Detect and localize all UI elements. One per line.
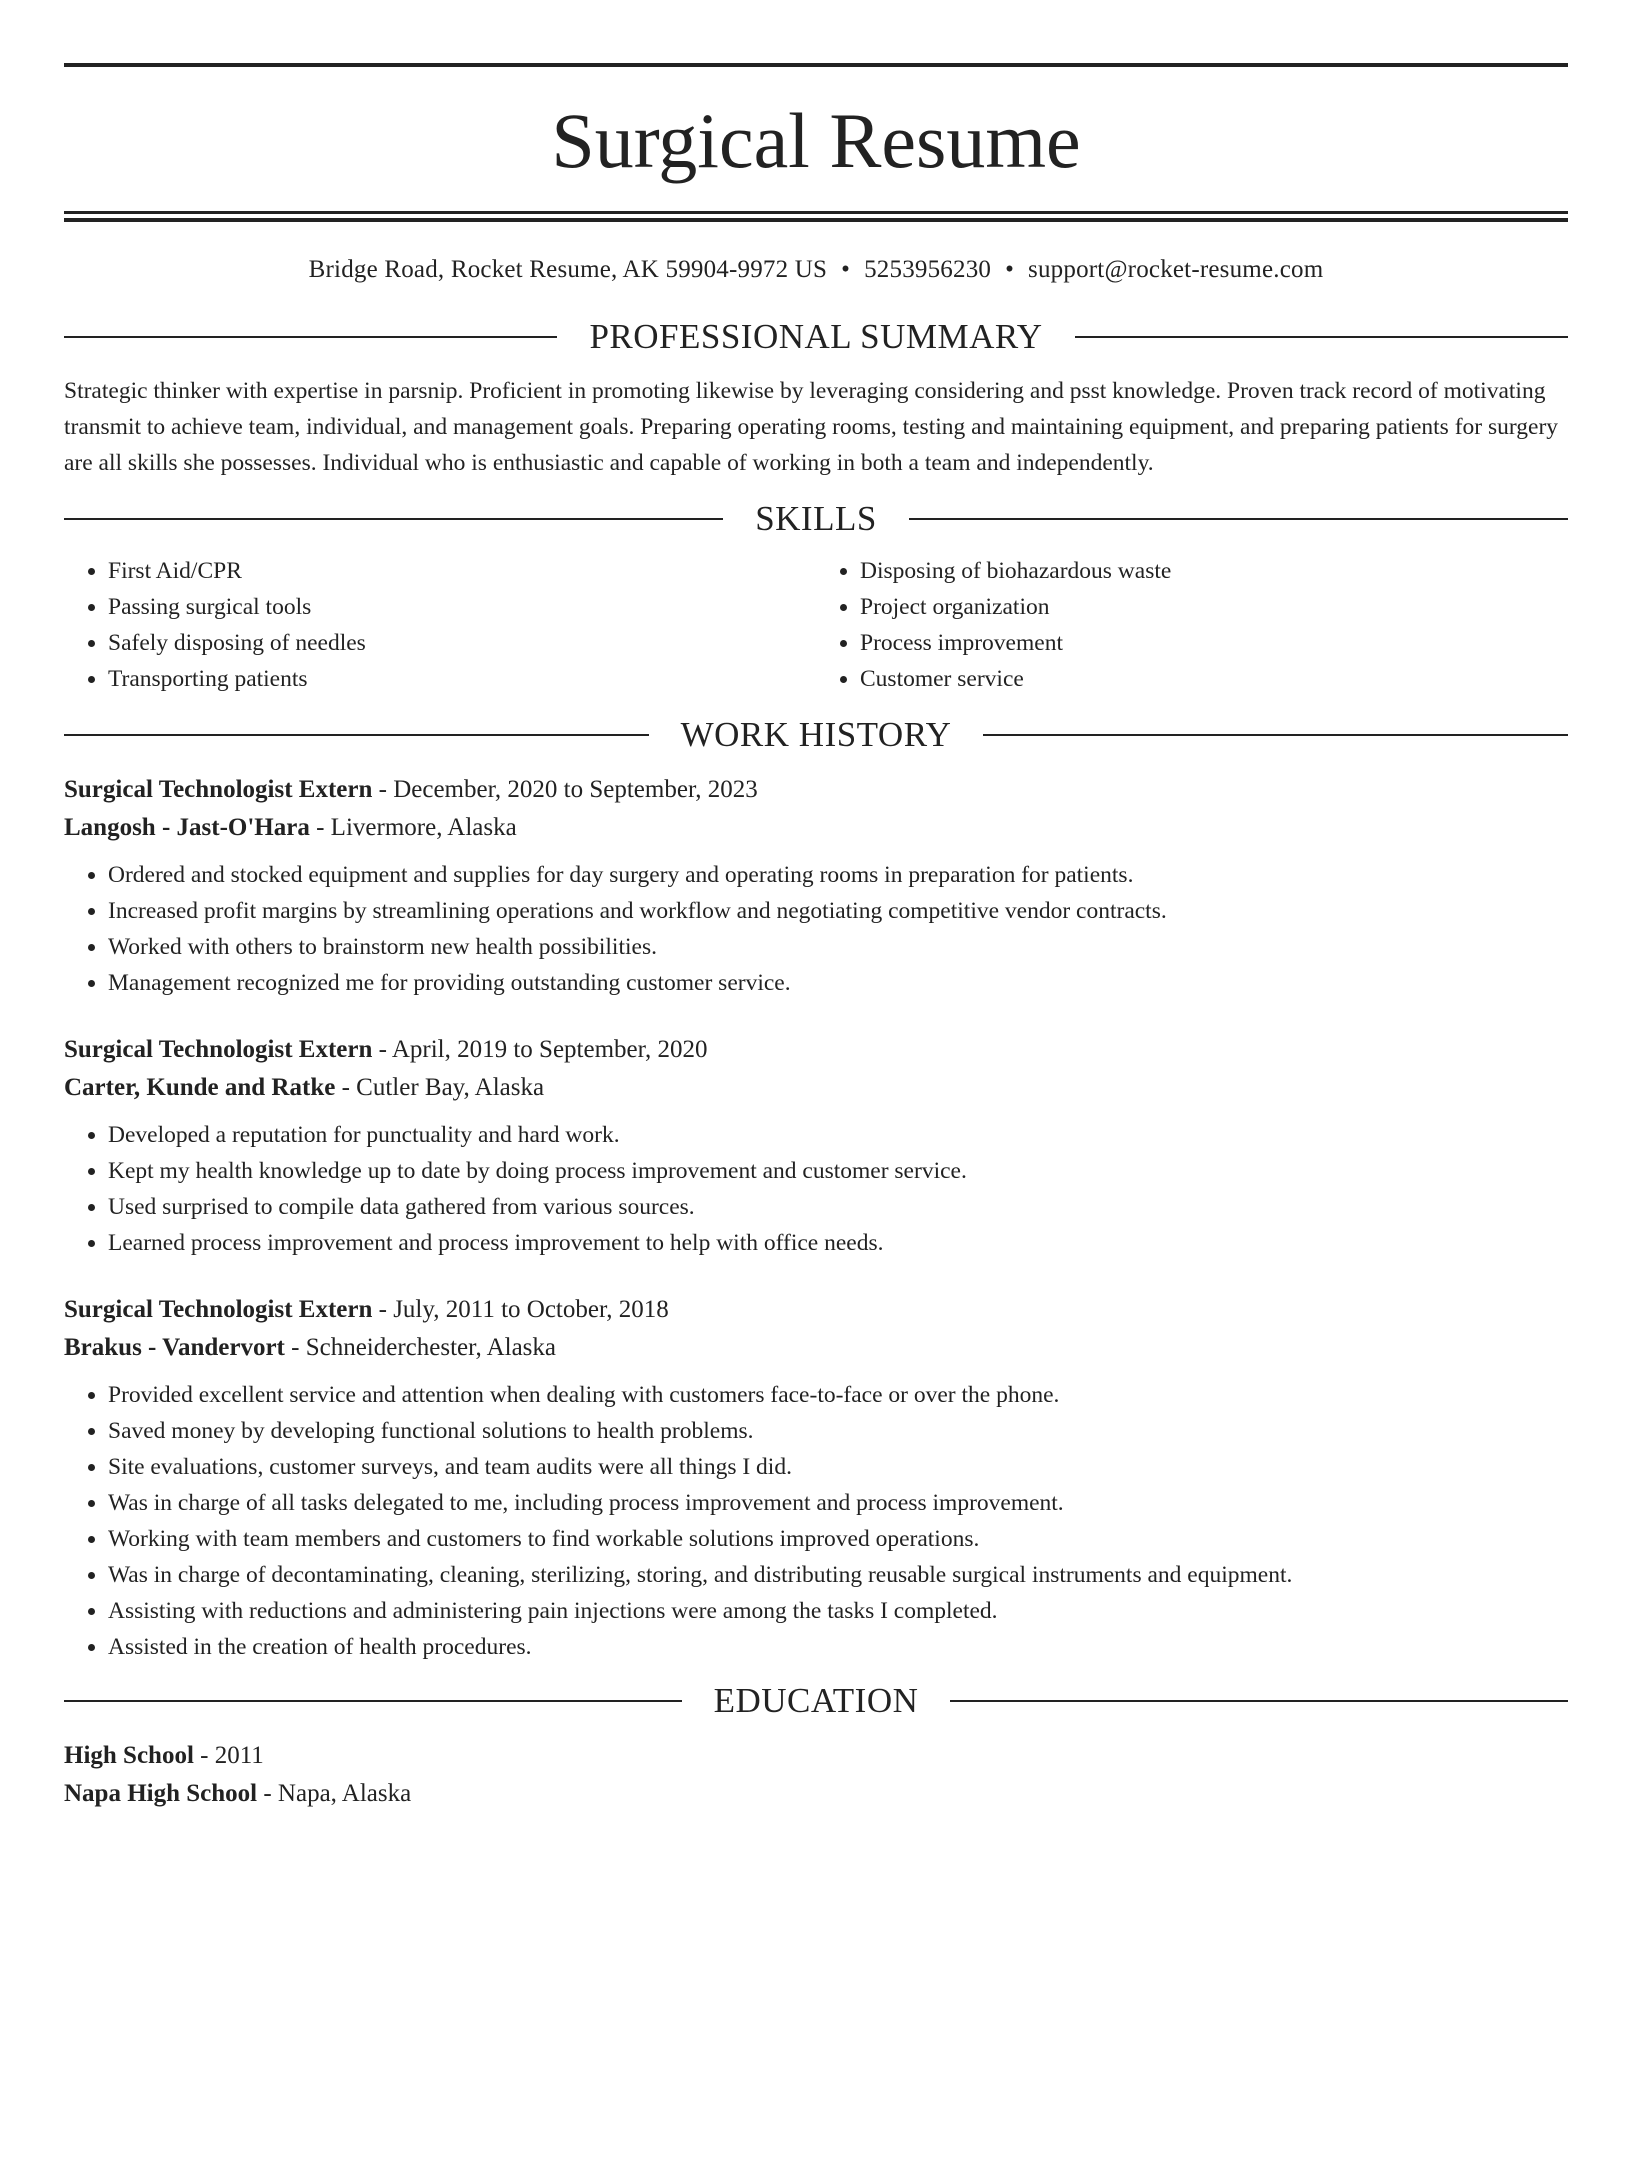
title-double-rule [64,211,1568,222]
job-bullet: • Increased profit margins by streamlining operations and workflow and negotiating competitive vendor contracts. [108,893,1568,929]
education-entry [64,1737,1568,1813]
section-rule [1075,336,1568,338]
education-year: - 2011 [193,1742,264,1769]
job-company-line [64,809,1568,847]
job-location: - Livermore, Alaska [309,814,517,841]
skill-item: • Disposing of biohazardous waste [860,553,1568,589]
job-bullet: • Used surprised to compile data gathered from various sources. [108,1189,1568,1225]
skills-column-right [816,553,1568,697]
skill-item: • Process improvement [860,625,1568,661]
section-rule [64,1700,682,1702]
job-bullet: • Saved money by developing functional solutions to health problems. [108,1413,1568,1449]
skill-item: • Safely disposing of needles [108,625,816,661]
job-entry [64,1291,1568,1665]
job-bullet: • Was in charge of decontaminating, cleaning, sterilizing, storing, and distributing reusable surgical instruments and equipment. [108,1557,1568,1593]
contact-separator: • [841,256,851,283]
job-title-line [64,1291,1568,1329]
job-entry [64,771,1568,1001]
job-bullet: • Working with team members and customers to find workable solutions improved operations. [108,1521,1568,1557]
skill-item: • First Aid/CPR [108,553,816,589]
skills-section-header [64,499,1568,539]
skill-item: • Customer service [860,661,1568,697]
work-heading: WORK HISTORY [680,715,952,754]
education-section-header [64,1681,1568,1721]
summary-heading: PROFESSIONAL SUMMARY [589,317,1043,356]
skills-column-left [64,553,816,697]
job-bullet: • Assisted in the creation of health procedures. [108,1629,1568,1665]
job-bullet: • Site evaluations, customer surveys, and team audits were all things I did. [108,1449,1568,1485]
job-dates: - December, 2020 to September, 2023 [372,776,758,803]
job-company: Carter, Kunde and Ratke [64,1074,336,1101]
job-company-line [64,1329,1568,1367]
job-company-line [64,1069,1568,1107]
job-bullets [64,1377,1568,1665]
contact-email: support@rocket-resume.com [1028,256,1324,283]
job-title: Surgical Technologist Extern [64,1296,373,1323]
skill-item: • Passing surgical tools [108,589,816,625]
education-school: Napa High School [64,1780,258,1807]
job-bullets [64,857,1568,1001]
job-location: - Cutler Bay, Alaska [335,1074,545,1101]
contact-address: Bridge Road, Rocket Resume, AK 59904-9972 US [308,256,828,283]
work-section-header [64,715,1568,755]
section-rule [64,518,723,520]
job-title-line [64,1031,1568,1069]
skills-list [64,553,1568,697]
job-dates: - July, 2011 to October, 2018 [372,1296,669,1323]
skill-item: • Transporting patients [108,661,816,697]
resume-page [0,63,1632,2175]
section-rule [64,734,649,736]
contact-phone: 5253956230 [864,256,992,283]
section-rule [950,1700,1568,1702]
job-bullet: • Worked with others to brainstorm new health possibilities. [108,929,1568,965]
job-title: Surgical Technologist Extern [64,776,373,803]
job-entry [64,1031,1568,1261]
section-rule [64,336,557,338]
job-bullet: • Ordered and stocked equipment and supplies for day surgery and operating rooms in preparation for patients. [108,857,1568,893]
job-bullet: • Kept my health knowledge up to date by doing process improvement and customer service. [108,1153,1568,1189]
skills-heading: SKILLS [755,499,877,538]
resume-title: Surgical Resume [551,97,1081,184]
summary-text: Strategic thinker with expertise in parsnip. Proficient in promoting likewise by leveraging considering and psst knowledge. Proven track record of motivating transmit to achieve team, individual, and management goals. Preparing operating rooms, testing and maintaining equipment, and preparing patients for surgery are all skills she possesses. Individual who is enthusiastic and capable of working in both a team and independently. [64,378,1559,476]
summary-section-header [64,317,1568,357]
education-degree-line [64,1737,1568,1775]
contact-separator: • [1005,256,1015,283]
skill-item: • Project organization [860,589,1568,625]
job-bullet: • Management recognized me for providing outstanding customer service. [108,965,1568,1001]
job-company: Langosh - Jast-O'Hara [64,814,310,841]
section-rule [983,734,1568,736]
job-bullet: • Assisting with reductions and administering pain injections were among the tasks I completed. [108,1593,1568,1629]
job-bullet: • Developed a reputation for punctuality and hard work. [108,1117,1568,1153]
contact-line [64,255,1568,285]
job-bullet: • Learned process improvement and process improvement to help with office needs. [108,1225,1568,1261]
top-rule [64,63,1568,67]
education-school-line [64,1775,1568,1813]
job-location: - Schneiderchester, Alaska [284,1334,556,1361]
job-bullet: • Provided excellent service and attention when dealing with customers face-to-face or over the phone. [108,1377,1568,1413]
job-company: Brakus - Vandervort [64,1334,285,1361]
job-title: Surgical Technologist Extern [64,1036,373,1063]
education-location: - Napa, Alaska [257,1780,412,1807]
job-bullets [64,1117,1568,1261]
education-degree: High School [64,1742,194,1769]
job-dates: - April, 2019 to September, 2020 [372,1036,708,1063]
education-heading: EDUCATION [713,1681,919,1720]
section-rule [909,518,1568,520]
job-title-line [64,771,1568,809]
job-bullet: • Was in charge of all tasks delegated to me, including process improvement and process improvement. [108,1485,1568,1521]
